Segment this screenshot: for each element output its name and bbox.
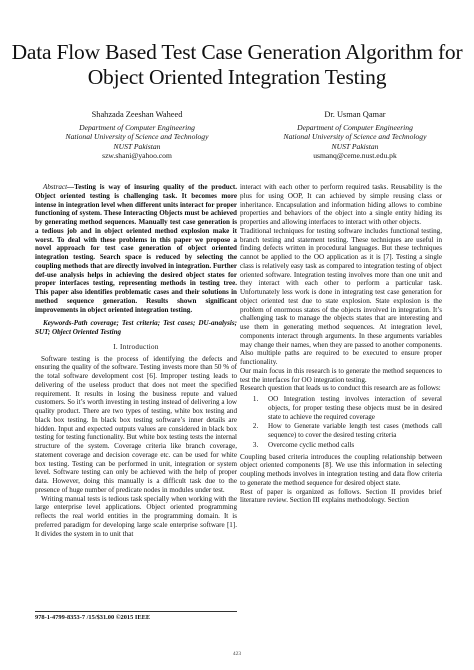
abstract (35, 183, 237, 314)
author-department: Department of Computer Engineering (297, 122, 413, 132)
abstract-lead: Abstract (43, 183, 68, 191)
right-column (240, 183, 442, 505)
author-university: National University of Science and Technology (283, 132, 427, 142)
list-item: 2. How to Generate variable length test cases (methods call sequence) to cover the desired testing criteria (260, 422, 442, 440)
author-university: National University of Science and Technology (65, 132, 209, 142)
keywords: Keywords-Path coverage; Test criteria; Test cases; DU-analysis; SUT; Object Oriented Testing (35, 319, 237, 336)
research-questions-list (240, 395, 442, 450)
section-heading-introduction: I. Introduction (113, 342, 159, 351)
author-country: NUST Pakistan (331, 141, 379, 151)
author-email: szw.shani@yahoo.com (102, 151, 172, 161)
author-email: usmanq@ceme.nust.edu.pk (313, 151, 397, 161)
author-department: Department of Computer Engineering (79, 122, 195, 132)
body-paragraph: interact with each other to perform required tasks. Reusability is the plus for using OOP, It can achieved by simple reusing class or inheritance. Encapsulation and information hiding allows to combine properties and behaviors of the object into a single entity hiding its properties and allowing interfaces to interact with other objects. (240, 183, 442, 226)
list-item: 3. Overcome cyclic method calls (260, 441, 442, 450)
body-paragraph: Coupling based criteria introduces the coupling relationship between object oriented components [8]. We use this information in selecting coupling methods involves in integration testing and data flow criteria to generate the method sequence for desired object state. (240, 452, 442, 487)
author-name: Dr. Usman Qamar (324, 110, 386, 119)
list-item: 1. OO Integration testing involves interaction of several objects, for proper testing these objects must be in desired state to achieve the required coverage (260, 395, 442, 421)
author-name: Shahzada Zeeshan Waheed (91, 110, 183, 119)
paper-title: Data Flow Based Test Case Generation Algorithm for Object Oriented Integration Testing (11, 40, 463, 89)
abstract-text: —Testing is way of insuring quality of the product. Object oriented testing is challenging task. It becomes more intense in integration level when different units interact for proper functioning of system. These Interacting Objects must be achieved by generating method sequences. Manually test case generation is a tedious job and in object oriented method explosion make it worst. To deal with these problems in this paper we propose a novel approach for test case generation of object oriented integration testing. Search space is reduced by selecting the coupling methods that are directly involved in integration. Further def-use analysis helps in achieving the desired object states for proper interfaces testing, representing methods in testing tree. This paper also identifies problematic cases and their solutions in method sequence generation. Results shown significant improvements in object oriented integration testing. (35, 183, 237, 314)
isbn-footnote: 978-1-4799-8353-7 /15/$31.00 ©2015 IEEE (35, 611, 237, 621)
author-country: NUST Pakistan (113, 141, 161, 151)
left-column (35, 183, 237, 538)
author-block-1 (42, 110, 232, 161)
body-paragraph: Research question that leads us to conduct this research are as follows: (240, 384, 441, 393)
body-paragraph: Writing manual tests is tedious task specially when working with the large enterprise level applications. Object oriented programming reflects the real world entities in the programming domain. It is preferred paradigm for developing large scale enterprise software [1]. It divides the system in to unit that (35, 494, 237, 538)
body-paragraph: Software testing is the process of identifying the defects and ensuring the quality of the software. Testing invests more than 50 % of the total software development cost [6]. Improper testing leads to delivering of the useless product that does not meet the specified requirement. It results in losing the business repute and valued customers. So it’s worth investing in testing instead of delivering a low quality product. There are two types of testing, white box testing and black box testing. In black box testing software’s inner details are hidden. Input and expected outputs values are considered in black box testing for testing functionality. But white box testing tests the internal structure of the system. Coverage criteria like branch coverage, statement coverage and decision coverage etc. can be used for white box testing. Testing can be performed in unit, integration or system level. Software testing can only be achieved with the help of proper data. However, doing this manually is a difficult task due to the presence of huge number of predicate nodes in modules under test. (35, 354, 237, 494)
author-block-2 (260, 110, 450, 161)
body-paragraph: Rest of paper is organized as follows. Section II provides brief literature review. Section III explains methodology. Section (240, 487, 442, 505)
body-paragraph: Traditional techniques for testing software includes functional testing, branch testing and statement testing. These techniques are useful in finding defects written in procedural languages. But these techniques cannot be applied to the OO application as it is [7]. Testing a single class is relatively easy task as compared to integration testing of object oriented software. Integration testing involves more than one unit and they interact with each other to perform a particular task. Unfortunately less work is done in integrating test case generation for object oriented test due to state explosion. State explosion is the problem of enormous states of the objects involved in integration. It’s challenging task to manage the objects states that are interesting and use them in generating method sequences. At integration level, components interact through arguments. In these arguments variables may change their names, when they are passed to another components. Also multiple paths are required to be executed to ensure proper functionality. (240, 226, 442, 366)
page-number: 423 (232, 651, 242, 657)
body-paragraph: Our main focus in this research is to generate the method sequences to test the interfaces for OO integration testing. (240, 366, 442, 384)
